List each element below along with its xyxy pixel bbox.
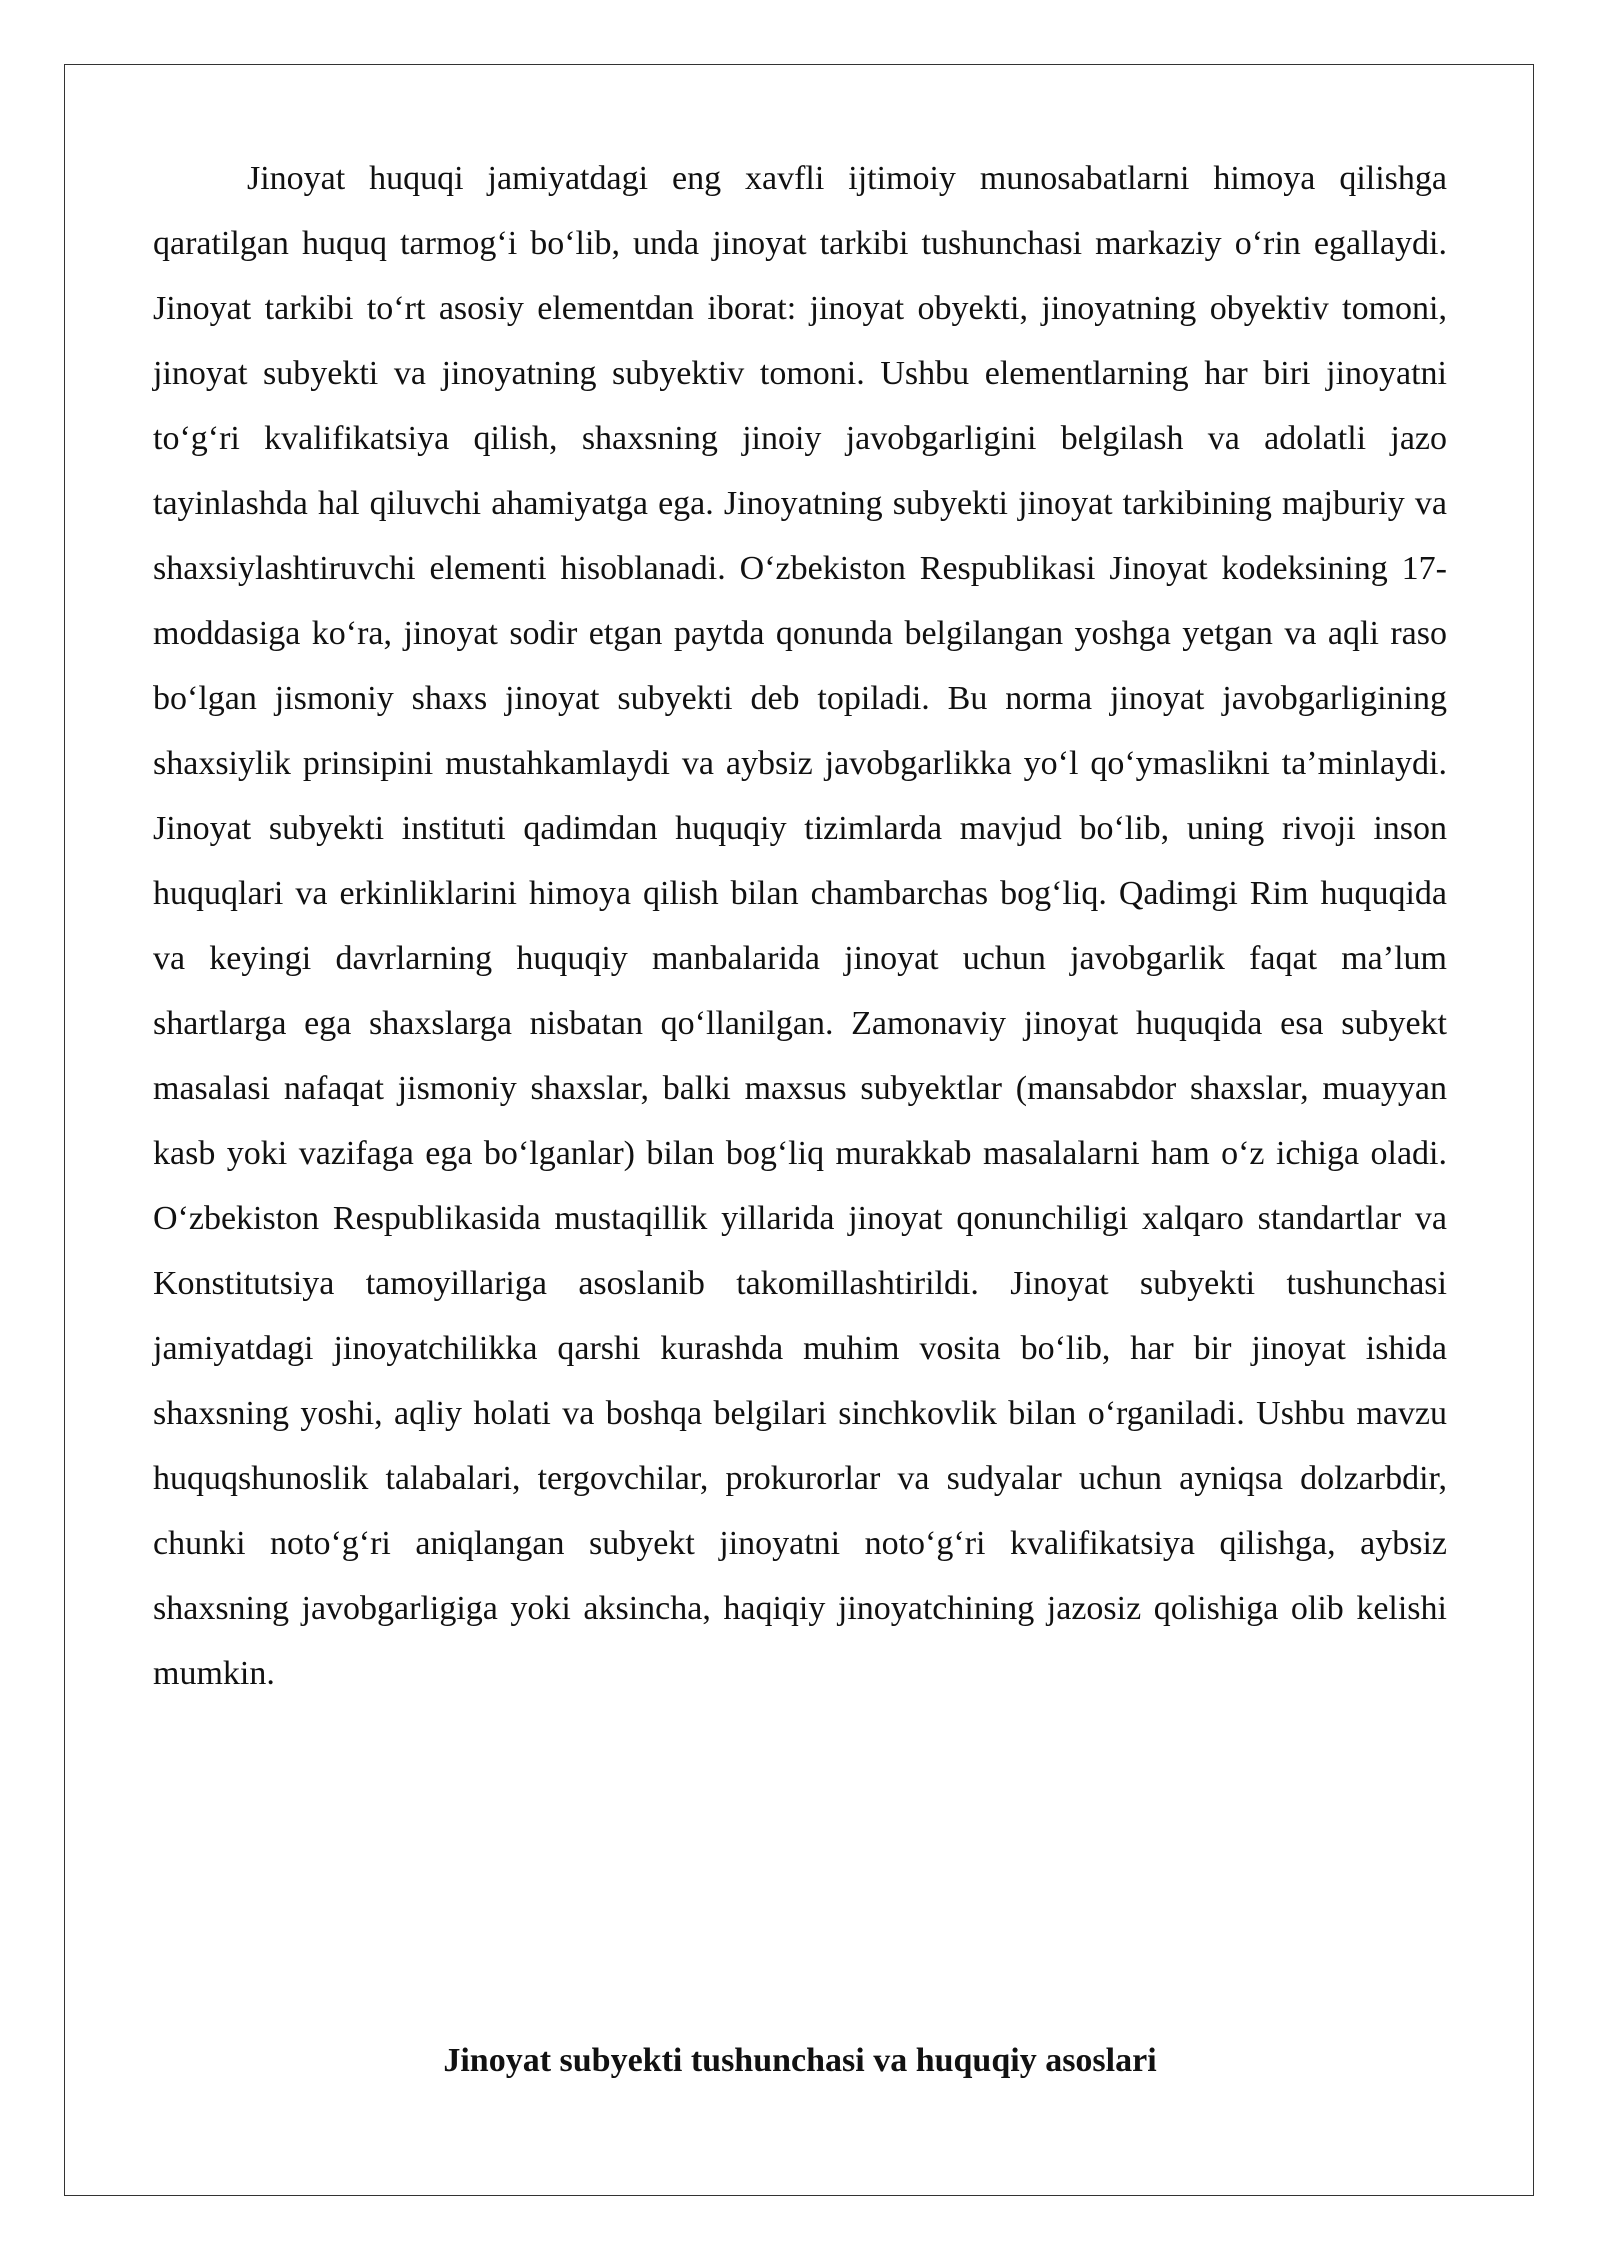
section-heading: Jinoyat subyekti tushunchasi va huquqiy asoslari	[443, 2042, 1157, 2079]
body-paragraph: Jinoyat huquqi jamiyatdagi eng xavfli ijtimoiy munosabatlarni himoya qilishga qaratilgan huquq tarmog‘i bo‘lib, unda jinoyat tarkibi tushunchasi markaziy o‘rin egallaydi. Jinoyat tarkibi to‘rt asosiy elementdan iborat: jinoyat obyekti, jinoyatning obyektiv tomoni, jinoyat subyekti va jinoyatning subyektiv tomoni. Ushbu elementlarning har biri jinoyatni to‘g‘ri kvalifikatsiya qilish, shaxsning jinoiy javobgarligini belgilash va adolatli jazo tayinlashda hal qiluvchi ahamiyatga ega. Jinoyatning subyekti jinoyat tarkibining majburiy va shaxsiylashtiruvchi elementi hisoblanadi. O‘zbekiston Respublikasi Jinoyat kodeksining 17-moddasiga ko‘ra, jinoyat sodir etgan paytda qonunda belgilangan yoshga yetgan va aqli raso bo‘lgan jismoniy shaxs jinoyat subyekti deb topiladi. Bu norma jinoyat javobgarligining shaxsiylik prinsipini mustahkamlaydi va aybsiz javobgarlikka yo‘l qo‘ymaslikni ta’minlaydi. Jinoyat subyekti instituti qadimdan huquqiy tizimlarda mavjud bo‘lib, uning rivoji inson huquqlari va erkinliklarini himoya qilish bilan chambarchas bog‘liq. Qadimgi Rim huquqida va keyingi davrlarning huquqiy manbalarida jinoyat uchun javobgarlik faqat ma’lum shartlarga ega shaxslarga nisbatan qo‘llanilgan. Zamonaviy jinoyat huquqida esa subyekt masalasi nafaqat jismoniy shaxslar, balki maxsus subyektlar (mansabdor shaxslar, muayyan kasb yoki vazifaga ega bo‘lganlar) bilan bog‘liq murakkab masalalarni ham o‘z ichiga oladi. O‘zbekiston Respublikasida mustaqillik yillarida jinoyat qonunchiligi xalqaro standartlar va Konstitutsiya tamoyillariga asoslanib takomillashtirildi. Jinoyat subyekti tushunchasi jamiyatdagi jinoyatchilikka qarshi kurashda muhim vosita bo‘lib, har bir jinoyat ishida shaxsning yoshi, aqliy holati va boshqa belgilari sinchkovlik bilan o‘rganiladi. Ushbu mavzu huquqshunoslik talabalari, tergovchilar, prokurorlar va sudyalar uchun ayniqsa dolzarbdir, chunki noto‘g‘ri aniqlangan subyekt jinoyatni noto‘g‘ri kvalifikatsiya qilishga, aybsiz shaxsning javobgarligiga yoki aksincha, haqiqiy jinoyatchining jazosiz qolishiga olib kelishi mumkin.	[153, 160, 1447, 1692]
page-content	[153, 146, 1447, 1706]
